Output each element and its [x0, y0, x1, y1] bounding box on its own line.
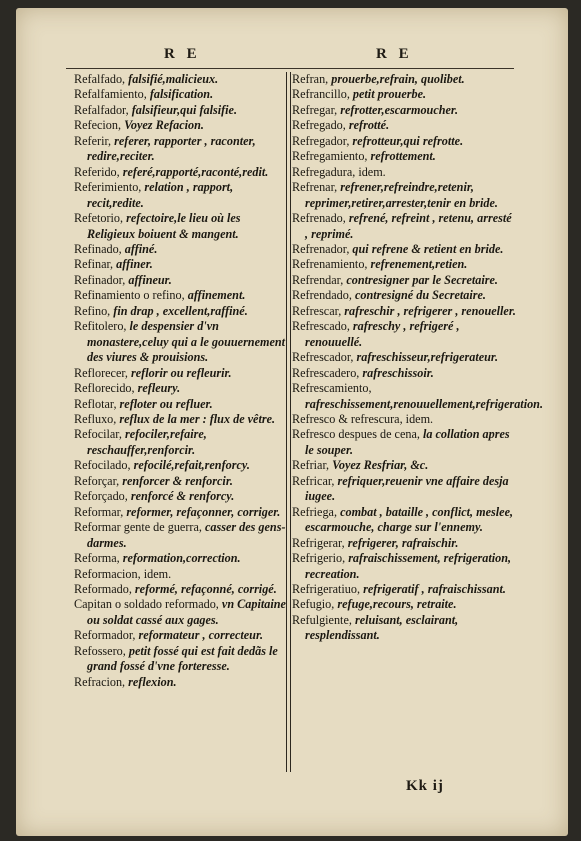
- definition: refrottement.: [367, 149, 436, 164]
- dictionary-entry: [292, 242, 516, 257]
- dictionary-entry: [292, 350, 516, 365]
- definition: reflux de la mer : flux de vêtre.: [116, 411, 276, 426]
- headword: Refrenar,: [292, 180, 338, 195]
- headword: Reforma,: [74, 551, 120, 566]
- headword: Refrigeratiuo,: [292, 581, 361, 596]
- headword: Refrenamiento,: [292, 257, 368, 272]
- dictionary-entry: [292, 427, 516, 458]
- headword: Refrescamiento,: [292, 381, 372, 396]
- dictionary-entry: [292, 505, 516, 536]
- dictionary-entry: [292, 72, 516, 87]
- definition: refrotté.: [345, 118, 390, 133]
- dictionary-entry: [74, 381, 286, 396]
- dictionary-entry: [292, 366, 516, 381]
- headword: Referir,: [74, 133, 112, 148]
- definition: refriquer,reuenir vne affaire desja iugee.: [305, 473, 509, 504]
- definition: refrotteur,qui refrotte.: [349, 133, 464, 148]
- dictionary-entry: [292, 273, 516, 288]
- headword: Refetorio,: [74, 211, 124, 226]
- dictionary-entry: [292, 304, 516, 319]
- definition: relation , rapport, recit,redite.: [87, 180, 234, 210]
- headword: Refregamiento,: [292, 149, 368, 164]
- definition: refrigeratif , rafraischissant.: [360, 581, 506, 596]
- dictionary-entry: [74, 319, 286, 365]
- definition: petit prouerbe.: [349, 87, 427, 102]
- headword: Capitan o soldado reformado,: [74, 597, 219, 612]
- headword: Refinar,: [74, 257, 114, 272]
- headword: Refrescadero,: [292, 365, 360, 380]
- headword: Refricar,: [292, 473, 335, 488]
- headword: Refino,: [74, 303, 111, 318]
- definition: falsifié,malicieux.: [125, 72, 219, 86]
- headword: Reformar,: [74, 504, 124, 519]
- dictionary-entry: [292, 474, 516, 505]
- headword: Refresco & refrescura, idem.: [292, 411, 434, 426]
- definition: vn Capitaine ou soldat cassé aux gages.: [87, 597, 286, 627]
- headword: Refocilado,: [74, 458, 131, 473]
- headword: Refrescador,: [292, 350, 354, 365]
- headword: Refluxo,: [74, 411, 117, 426]
- dictionary-entry: [74, 628, 286, 643]
- definition: reformation,correction.: [119, 551, 241, 566]
- definition: refrenement,retien.: [367, 257, 468, 272]
- headword: Refinado,: [74, 241, 122, 256]
- headword: Refinamiento o refino,: [74, 288, 185, 303]
- headword: Refrescado,: [292, 319, 350, 334]
- dictionary-entry: [292, 165, 516, 180]
- column-divider: [286, 72, 291, 772]
- running-head-left: R E: [164, 46, 201, 62]
- headword: Refresco despues de cena,: [292, 427, 420, 442]
- definition: petit fossé qui est fait dedãs le grand fossé d'vne forteresse.: [87, 643, 278, 674]
- headword: Refrendado,: [292, 288, 352, 303]
- dictionary-entry: [74, 675, 286, 690]
- dictionary-entry: [74, 597, 286, 628]
- dictionary-entry: [292, 180, 516, 211]
- header-rule: [66, 68, 514, 69]
- dictionary-entry: [74, 257, 286, 272]
- dictionary-entry: [74, 87, 286, 102]
- headword: Refugio,: [292, 597, 335, 612]
- definition: referé,rapporté,raconté,redit.: [119, 164, 269, 179]
- dictionary-entry: [74, 551, 286, 566]
- definition: refrotter,escarmoucher.: [337, 102, 459, 117]
- headword: Reformado,: [74, 581, 132, 596]
- definition: refleury.: [134, 381, 181, 396]
- definition: falsifieur,qui falsifie.: [128, 102, 238, 117]
- headword: Reformacion, idem.: [74, 566, 172, 581]
- definition: reflorir ou refleurir.: [127, 365, 232, 380]
- dictionary-entry: [74, 505, 286, 520]
- definition: rafreschir , refrigerer , renoueller.: [341, 303, 516, 318]
- signature-mark: Kk ij: [406, 778, 444, 794]
- dictionary-entry: [74, 644, 286, 675]
- definition: refuge,recours, retraite.: [334, 597, 457, 612]
- definition: le despensier d'vn monastere,celuy qui a le gouuernement des viures & prouisions.: [87, 319, 286, 365]
- headword: Refrendar,: [292, 272, 344, 287]
- headword: Refulgiente,: [292, 612, 352, 627]
- definition: refocilé,refait,renforcy.: [130, 458, 250, 473]
- headword: Reflorecido,: [74, 381, 135, 396]
- definition: Voyez Resfriar, &c.: [329, 458, 429, 473]
- headword: Refalfamiento,: [74, 87, 147, 102]
- headword: Refrescar,: [292, 303, 342, 318]
- headword: Refregar,: [292, 102, 338, 117]
- headword: Reforçar,: [74, 473, 120, 488]
- definition: refrené, refreint , retenu, arresté , reprimé.: [305, 211, 512, 241]
- definition: renforcé & renforcy.: [127, 489, 235, 504]
- headword: Referimiento,: [74, 180, 142, 195]
- dictionary-entry: [74, 582, 286, 597]
- headword: Refalfado,: [74, 72, 126, 86]
- definition: reformer, refaçonner, corriger.: [123, 504, 281, 519]
- definition: rafreschisseur,refrigerateur.: [353, 350, 499, 365]
- definition: rafreschissoir.: [359, 365, 434, 380]
- headword: Referido,: [74, 164, 120, 179]
- definition: qui refrene & retient en bride.: [349, 241, 504, 256]
- definition: affineur.: [125, 272, 172, 287]
- headword: Refrigerio,: [292, 551, 346, 566]
- definition: reluisant, esclairant, resplendissant.: [305, 612, 459, 643]
- dictionary-entry: [292, 458, 516, 473]
- dictionary-entry: [74, 474, 286, 489]
- headword: Reformar gente de guerra,: [74, 520, 202, 535]
- definition: Voyez Refacion.: [121, 118, 204, 133]
- definition: reformé, refaçonné, corrigé.: [131, 581, 277, 596]
- definition: combat , bataille , conflict, meslee, escarmouche, charge sur l'ennemy.: [305, 504, 514, 535]
- dictionary-page: [16, 8, 568, 836]
- definition: rafreschy , refrigeré , renouuellé.: [305, 319, 460, 349]
- definition: reformateur , correcteur.: [135, 628, 264, 643]
- definition: refociler,refaire, reschauffer,renforcir.: [87, 427, 207, 457]
- definition: prouerbe,refrain, quolibet.: [328, 72, 465, 86]
- definition: contresigné du Secretaire.: [351, 288, 486, 303]
- definition: fin drap , excellent,raffiné.: [110, 303, 248, 318]
- definition: refrigerer, rafraischir.: [344, 535, 459, 550]
- definition: rafraischissement, refrigeration, recreation.: [305, 551, 512, 581]
- headword: Refrigerar,: [292, 535, 345, 550]
- headword: Refrancillo,: [292, 87, 350, 102]
- definition: reflexion.: [125, 674, 177, 689]
- dictionary-entry: [292, 257, 516, 272]
- headword: Refran,: [292, 72, 329, 86]
- headword: Refitolero,: [74, 319, 127, 334]
- dictionary-entry: [74, 366, 286, 381]
- dictionary-entry: [292, 582, 516, 597]
- dictionary-entry: [74, 427, 286, 458]
- headword: Refrenado,: [292, 211, 346, 226]
- dictionary-entry: [74, 412, 286, 427]
- dictionary-entry: [74, 489, 286, 504]
- dictionary-entry: [74, 118, 286, 133]
- headword: Refriega,: [292, 504, 338, 519]
- dictionary-entry: [292, 412, 516, 427]
- left-column: [74, 72, 286, 690]
- running-head-right: R E: [376, 46, 413, 62]
- dictionary-entry: [74, 211, 286, 242]
- headword: Reflorecer,: [74, 365, 128, 380]
- headword: Refrenador,: [292, 241, 350, 256]
- right-column: [292, 72, 544, 644]
- definition: affinement.: [184, 288, 246, 303]
- dictionary-entry: [74, 72, 286, 87]
- dictionary-entry: [292, 288, 516, 303]
- definition: rafreschissement,renouuellement,refrigeration.: [305, 396, 544, 411]
- dictionary-entry: [292, 597, 516, 612]
- headword: Refocilar,: [74, 427, 122, 442]
- headword: Refossero,: [74, 643, 126, 658]
- dictionary-entry: [74, 103, 286, 118]
- dictionary-entry: [292, 211, 516, 242]
- definition: casser des gens-darmes.: [87, 520, 286, 550]
- dictionary-entry: [74, 180, 286, 211]
- headword: Reformador,: [74, 628, 136, 643]
- dictionary-entry: [292, 87, 516, 102]
- dictionary-entry: [74, 397, 286, 412]
- dictionary-entry: [74, 288, 286, 303]
- definition: contresigner par le Secretaire.: [343, 272, 498, 287]
- headword: Reforçado,: [74, 489, 128, 504]
- definition: refloter ou refluer.: [116, 396, 213, 411]
- dictionary-entry: [74, 165, 286, 180]
- headword: Refecion,: [74, 118, 122, 133]
- dictionary-entry: [292, 551, 516, 582]
- definition: renforcer & renforcir.: [119, 473, 233, 488]
- headword: Reflotar,: [74, 396, 117, 411]
- definition: refrener,refreindre,retenir, reprimer,retirer,arrester,tenir en bride.: [305, 180, 498, 210]
- definition: la collation apres le souper.: [305, 427, 510, 457]
- dictionary-entry: [292, 118, 516, 133]
- headword: Refregadura, idem.: [292, 164, 386, 179]
- dictionary-entry: [74, 134, 286, 165]
- definition: refectoire,le lieu où les Religieux boiuent & mangent.: [87, 211, 241, 241]
- dictionary-entry: [292, 613, 516, 644]
- dictionary-entry: [74, 242, 286, 257]
- definition: falsification.: [146, 87, 214, 102]
- dictionary-entry: [74, 304, 286, 319]
- dictionary-entry: [292, 381, 544, 412]
- dictionary-entry: [292, 319, 516, 350]
- definition: affiner.: [113, 257, 153, 272]
- dictionary-entry: [74, 273, 286, 288]
- headword: Refriar,: [292, 458, 330, 473]
- dictionary-entry: [292, 134, 516, 149]
- dictionary-entry: [74, 520, 286, 551]
- dictionary-entry: [292, 149, 516, 164]
- headword: Refregado,: [292, 118, 346, 133]
- dictionary-entry: [74, 567, 286, 582]
- dictionary-entry: [292, 536, 516, 551]
- headword: Refalfador,: [74, 102, 129, 117]
- dictionary-entry: [292, 103, 516, 118]
- headword: Refracion,: [74, 674, 126, 689]
- definition: referer, rapporter , raconter, redire,reciter.: [87, 133, 256, 164]
- headword: Refinador,: [74, 272, 126, 287]
- dictionary-entry: [74, 458, 286, 473]
- headword: Refregador,: [292, 133, 350, 148]
- definition: affiné.: [121, 241, 158, 256]
